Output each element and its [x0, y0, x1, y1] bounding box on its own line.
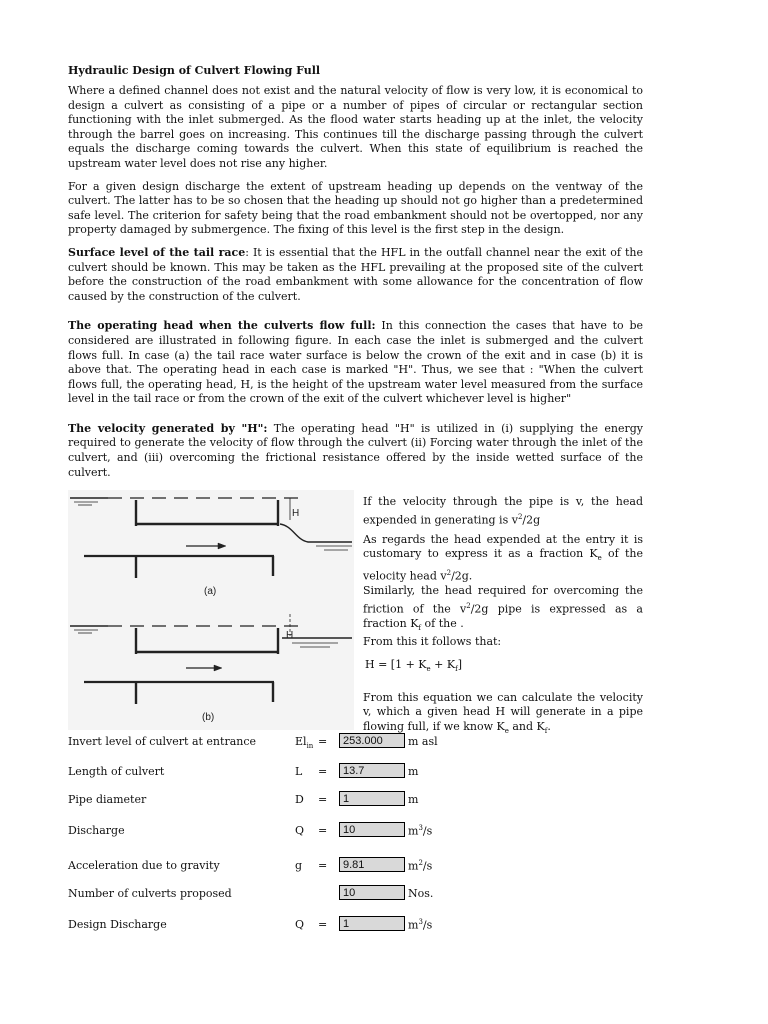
input-row-discharge: Discharge Q = 10 $m^3/s$ — [68, 824, 433, 838]
input-row-gravity: Acceleration due to gravity g = 9.81 $m^2/s$ — [68, 859, 433, 873]
case-label-b: (b) — [202, 712, 215, 723]
head-label-a: H — [292, 508, 300, 519]
side-paragraph-3: Similarly, the head required for overcoming the friction of the $v^2/2g$ pipe is expressed as a fraction $K_f$ of the . — [363, 584, 643, 632]
heading-operating-head: The operating head when the culverts flow full: — [68, 319, 376, 333]
design-discharge-input[interactable]: 1 — [339, 916, 405, 931]
paragraph-velocity: The velocity generated by "H": The operating head "H" is utilized in (i) supplying the energy required to generate the velocity of flow through the culvert (ii) Forcing water through the inlet of the culvert, and (iii) overcoming the frictional resistance offered by the inside wetted surface of the culvert. — [68, 421, 643, 479]
paragraph-tail-race: Surface level of the tail race: It is essential that the HFL in the outfall channel near the exit of the culvert should be known. This may be taken as the HFL prevailing at the proposed site of the culvert before the construction of the road embankment with some allowance for the concentration of flow caused by the construction of the culvert. — [68, 245, 643, 303]
side-paragraph-5: From this equation we can calculate the velocity v, which a given head H will generate in a pipe flowing full, if we know $K_e$ and $K_f$. — [363, 690, 643, 735]
paragraph-intro: Where a defined channel does not exist and the natural velocity of flow is very low, it is economical to design a culvert as consisting of a pipe or a number of pipes of circular or rectangular section functioning with the inlet submerged. As the flood water starts heading up at the inlet, the velocity through the barrel goes on increasing. This continues till the discharge passing through the culvert equals the discharge coming towards the culvert. When this state of equilibrium is reached the upstream water level does not rise any higher. — [68, 84, 643, 170]
side-paragraph-4: From this it follows that: — [363, 635, 502, 649]
side-paragraph-2: As regards the head expended at the entry it is customary to express it as a fraction $K_e$ of the velocity head $v^2/2g$. — [363, 532, 643, 583]
document-body — [68, 64, 643, 488]
length-input[interactable]: 13.7 — [339, 763, 405, 778]
input-row-culvert-count: Number of culverts proposed 10 Nos. — [68, 887, 434, 900]
tail-race-surface-a — [280, 524, 352, 542]
head-label-b: H — [286, 630, 294, 641]
culvert-diagram — [68, 490, 354, 730]
input-row-invert-level: Invert level of culvert at entrance $El_{in}$ = 253.000 m asl — [68, 735, 438, 751]
gravity-input[interactable]: 9.81 — [339, 857, 405, 872]
diameter-input[interactable]: 1 — [339, 791, 405, 806]
invert-level-input[interactable]: 253.000 — [339, 733, 405, 748]
case-label-a: (a) — [204, 586, 217, 597]
side-text — [363, 495, 643, 743]
figure-row — [68, 490, 643, 735]
doc-title: Hydraulic Design of Culvert Flowing Full — [68, 64, 321, 77]
heading-tail-race: Surface level of the tail race — [68, 245, 246, 259]
side-paragraph-1: If the velocity through the pipe is v, the head expended in generating is $v^2/2g$ — [363, 495, 643, 527]
input-row-design-discharge: Design Discharge Q = 1 $m^3/s$ — [68, 918, 433, 932]
culvert-figure — [68, 490, 354, 730]
discharge-input[interactable]: 10 — [339, 822, 405, 837]
paragraph-operating-head: The operating head when the culverts flow full: In this connection the cases that have to be considered are illustrated in following figure. In each case the inlet is submerged and the culvert flows full. In case (a) the tail race water surface is below the crown of the exit and in case (b) it is above that. The operating head in each case is marked "H". Thus, we see that : "When the culvert flows full, the operating head, H, is the height of the upstream water level measured from the surface level in the tail race or from the crown of the exit of the culvert whichever level is higher" — [68, 319, 644, 406]
head-equation: $H = [1 + K_e + K_f]$ — [365, 657, 463, 674]
heading-velocity: The velocity generated by "H": — [68, 421, 268, 435]
culvert-count-input[interactable]: 10 — [339, 885, 405, 900]
input-row-diameter: Pipe diameter D = 1 m — [68, 793, 419, 806]
input-row-length: Length of culvert L = 13.7 m — [68, 765, 419, 778]
paragraph-design-discharge: For a given design discharge the extent of upstream heading up depends on the ventway of the culvert. The latter has to be so chosen that the heading up should not go higher than a predetermined safe level. The criterion for safety being that the road embankment should not be overtopped, nor any property damaged by submergence. The fixing of this level is the first step in the design. — [68, 179, 643, 237]
